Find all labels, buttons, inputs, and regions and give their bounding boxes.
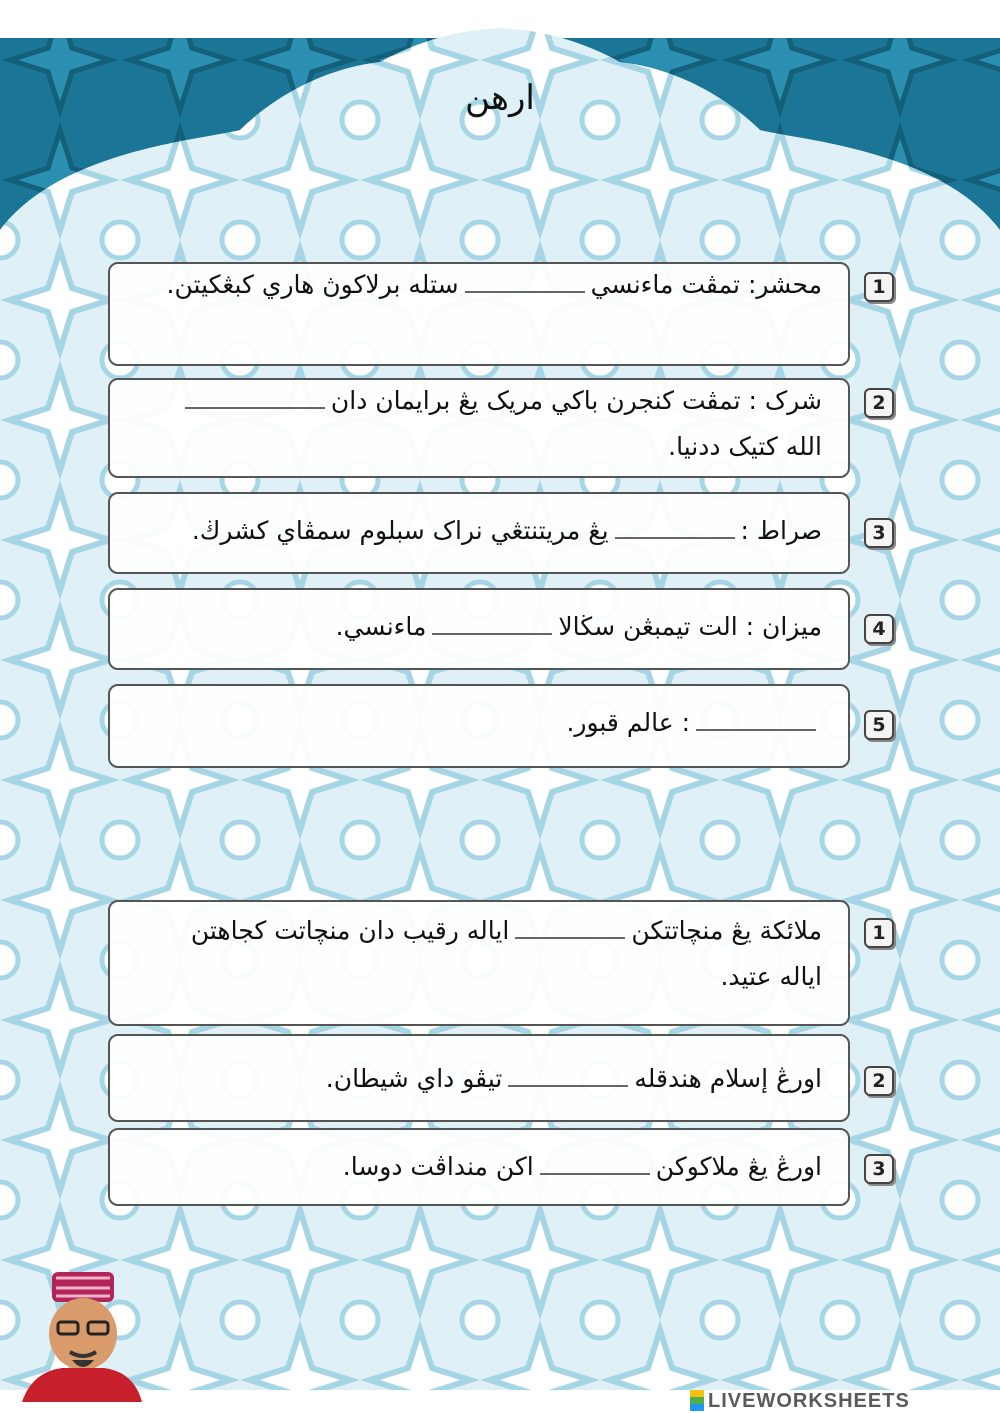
question-text-before: شرک : تمڤت کنجرن باکي مريک يڠ برايمان دان	[330, 386, 822, 415]
question-number: 1	[864, 918, 894, 948]
question-number: 5	[864, 710, 894, 740]
question-text-before: اورڠ إسلام هندقله	[634, 1064, 822, 1093]
question-text	[150, 1144, 822, 1190]
question-text-before: ميزان : الت تيمبڠن سڬالا	[558, 612, 822, 641]
question-text-before: ملائكة يڠ منچاتتکن	[631, 916, 822, 945]
question-text-after: يڠ مريتنتڠي نراک سبلوم سمڤاي کشرڬ.	[191, 516, 609, 545]
question-text-after: الله کتيک ددنيا.	[668, 432, 822, 461]
answer-blank[interactable]	[515, 937, 625, 939]
question-text	[150, 604, 822, 650]
worksheet-title: ارهن	[465, 78, 535, 118]
question-number: 4	[864, 614, 894, 644]
question-text	[150, 508, 822, 554]
question-text-after: اكن منداڤت دوسا.	[342, 1152, 534, 1181]
question-text-before: محشر: تمڤت ماءنسي	[590, 270, 822, 299]
question-text	[150, 378, 822, 470]
question-text-before: اورڠ يڠ ملاكوكن	[655, 1152, 822, 1181]
question-text-before: صراط :	[740, 516, 822, 545]
question-text	[150, 908, 822, 1000]
answer-blank[interactable]	[508, 1085, 628, 1087]
answer-blank[interactable]	[465, 291, 585, 293]
question-text	[150, 700, 822, 746]
question-text-after: اياله رقيب دان منچاتت كجاهتن اياله عتيد.	[190, 916, 822, 991]
question-number: 3	[864, 518, 894, 548]
question-number: 2	[864, 1066, 894, 1096]
question-text	[150, 262, 822, 308]
question-text-after: : عالم قبور.	[566, 708, 690, 737]
teacher-avatar	[22, 1262, 142, 1402]
answer-blank[interactable]	[432, 633, 552, 635]
answer-blank[interactable]	[185, 407, 325, 409]
liveworksheets-logo-bars	[690, 1390, 704, 1412]
answer-blank[interactable]	[540, 1173, 650, 1175]
liveworksheets-brand: LIVEWORKSHEETS	[708, 1390, 910, 1412]
question-number: 1	[864, 272, 894, 302]
question-number: 3	[864, 1154, 894, 1184]
question-text-after: ماءنسي.	[335, 612, 427, 641]
answer-blank[interactable]	[615, 537, 735, 539]
question-number: 2	[864, 388, 894, 418]
question-text	[150, 1056, 822, 1102]
question-text-after: ستله برلاكوڽ هاري كبڠكيتن.	[166, 270, 459, 299]
answer-blank[interactable]	[696, 729, 816, 731]
question-text-after: تيڤو داي شيطان.	[325, 1064, 503, 1093]
